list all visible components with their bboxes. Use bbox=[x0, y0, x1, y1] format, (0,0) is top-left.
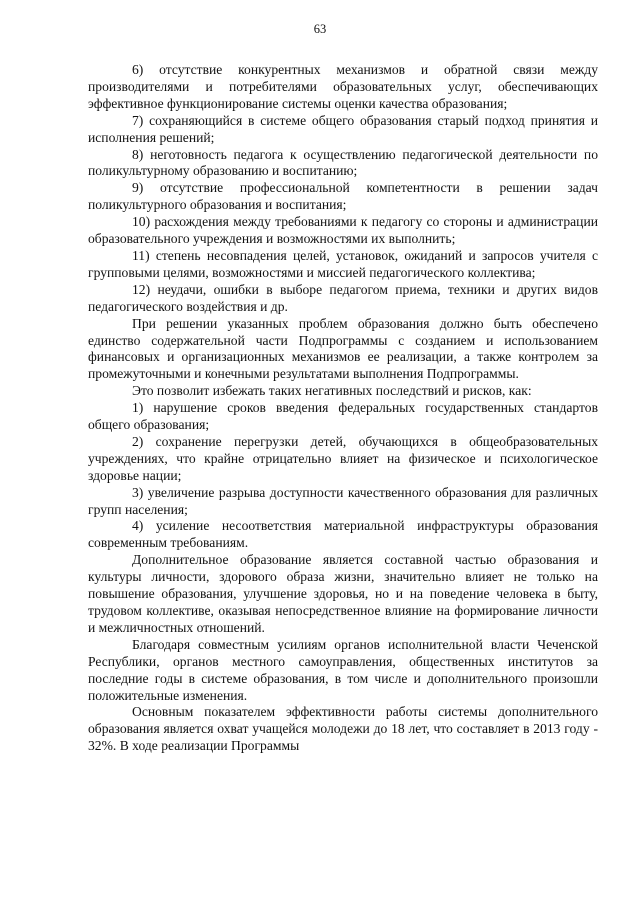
paragraph-risk-7: 7) сохраняющийся в системе общего образования старый подход принятия и исполнения решений; bbox=[88, 112, 598, 145]
paragraph-consequence-1: 1) нарушение сроков введения федеральных государственных стандартов общего образования; bbox=[88, 400, 598, 433]
paragraph-consequences-intro: Это позволит избежать таких негативных последствий и рисков, как: bbox=[132, 383, 532, 399]
paragraph-consequence-2: 2) сохранение перегрузки детей, обучающихся в общеобразовательных учреждениях, что крайне отрицательно влияет на физическое и психологическое здоровье нации; bbox=[88, 433, 598, 483]
paragraph-additional-education: Дополнительное образование является составной частью образования и культуры личности, здорового образа жизни, значительно влияет не только на повышение образования, улучшение здоровья, но и на поведение человека в быту, трудовом коллективе, оказывая непосредственное влияние на формирование личности и межличностных отношений. bbox=[88, 552, 598, 635]
paragraph-risk-11: 11) степень несовпадения целей, установок, ожиданий и запросов учителя с групповыми целями, возможностями и миссией педагогического коллектива; bbox=[88, 247, 598, 280]
paragraph-consequence-3: 3) увеличение разрыва доступности качественного образования для различных групп населения; bbox=[88, 484, 598, 517]
paragraph-consequence-4: 4) усиление несоответствия материальной инфраструктуры образования современным требованиям. bbox=[88, 518, 598, 551]
paragraph-joint-efforts: Благодаря совместным усилиям органов исполнительной власти Чеченской Республики, органов местного самоуправления, общественных институтов за последние годы в системе образования, в том числе и дополнительного произошли положительные изменения. bbox=[88, 636, 598, 703]
page-number: 63 bbox=[313, 22, 327, 36]
document-body bbox=[88, 62, 598, 755]
paragraph-risk-8: 8) неготовность педагога к осуществлению педагогической деятельности по поликультурному образованию и воспитанию; bbox=[88, 146, 598, 179]
paragraph-main-indicator: Основным показателем эффективности работы системы дополнительного образования является охват учащейся молодежи до 18 лет, что составляет в 2013 году - 32%. В ходе реализации Программы bbox=[88, 704, 598, 754]
paragraph-risk-6: 6) отсутствие конкурентных механизмов и обратной связи между производителями и потребителями образовательных услуг, обеспечивающих эффективное функционирование системы оценки качества образования; bbox=[88, 62, 598, 111]
paragraph-problem-solving: При решении указанных проблем образования должно быть обеспечено единство содержательной части Подпрограммы с созданием и использованием финансовых и организационных механизмов ее реализации, а также контролем за промежуточными и конечными результатами выполнения Подпрограммы. bbox=[88, 315, 598, 382]
paragraph-risk-10: 10) расхождения между требованиями к педагогу со стороны и администрации образовательного учреждения и возможностями их выполнить; bbox=[88, 214, 598, 247]
paragraph-risk-12: 12) неудачи, ошибки в выборе педагогом приема, техники и других видов педагогического воздействия и др. bbox=[88, 281, 598, 314]
paragraph-risk-9: 9) отсутствие профессиональной компетентности в решении задач поликультурного образования и воспитания; bbox=[88, 180, 598, 213]
